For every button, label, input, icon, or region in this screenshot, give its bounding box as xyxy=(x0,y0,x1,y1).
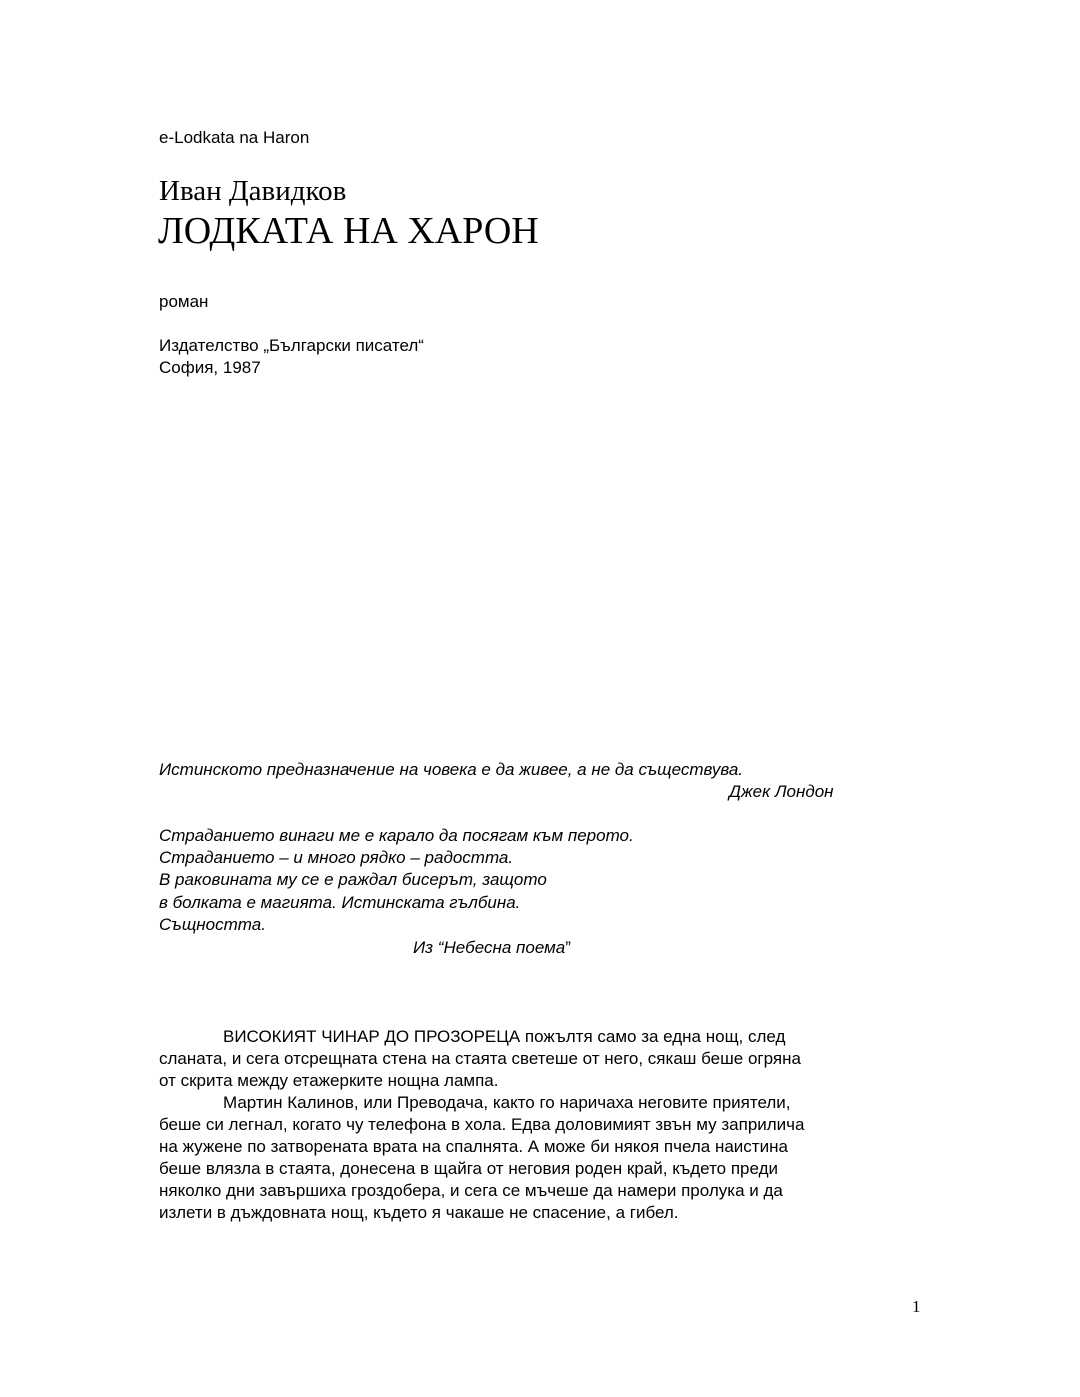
epigraph-attribution: Джек Лондон xyxy=(729,782,834,801)
epigraph-line: Същността. xyxy=(159,915,266,934)
paragraph-line: ВИСОКИЯТ ЧИНАР ДО ПРОЗОРЕЦА пожълтя само за една нощ, след xyxy=(223,1027,786,1046)
paragraph-line: Мартин Калинов, или Преводача, както го наричаха неговите приятели, xyxy=(223,1093,791,1112)
paragraph-line: беше влязла в стаята, донесена в щайга от неговия роден край, където преди xyxy=(159,1159,779,1178)
paragraph-line: от скрита между етажерките нощна лампа. xyxy=(159,1071,499,1090)
paragraph-line: сланата, и сега отсрещната стена на стаята светеше от него, сякаш беше огряна xyxy=(159,1049,801,1068)
publisher-block xyxy=(159,335,424,379)
epigraph-line: Страданието винаги ме е карало да посягам към перото. xyxy=(159,826,634,845)
paragraph-line: на жужене по затворената врата на спалнята. А може би някоя пчела наистина xyxy=(159,1137,788,1156)
paragraph-line: няколко дни завършиха гроздобера, и сега се мъчеше да намери пролука и да xyxy=(159,1181,783,1200)
publisher-name: Издателство „Български писател“ xyxy=(159,336,424,355)
page-number: 1 xyxy=(912,1297,921,1316)
epigraph-line: в болката е магията. Истинската гълбина. xyxy=(159,893,521,912)
author-name: Иван Давидков xyxy=(159,175,347,207)
book-title: ЛОДКАТА НА ХАРОН xyxy=(158,210,539,252)
epigraph-quote: Истинското предназначение на човека е да живее, а не да съществува. xyxy=(159,760,744,779)
epigraph-attribution xyxy=(413,937,571,959)
publication-place-year: София, 1987 xyxy=(159,358,261,377)
chapter-text xyxy=(159,1026,919,1224)
epigraph-line: В раковината му се е раждал бисерът, защото xyxy=(159,870,547,889)
epigraph-source: Из “Небесна поема xyxy=(413,938,566,957)
epigraph-line: Страданието – и много рядко – радостта. xyxy=(159,848,514,867)
source-line: e-Lodkata na Haron xyxy=(159,128,310,147)
genre-label: роман xyxy=(159,292,209,311)
paragraph-line: беше си легнал, когато чу телефона в хола. Едва доловимият звън му заприлича xyxy=(159,1115,805,1134)
paragraph-line: излети в дъждовната нощ, където я чакаше не спасение, а гибел. xyxy=(159,1203,679,1222)
closing-quote-mark: ” xyxy=(565,938,571,957)
